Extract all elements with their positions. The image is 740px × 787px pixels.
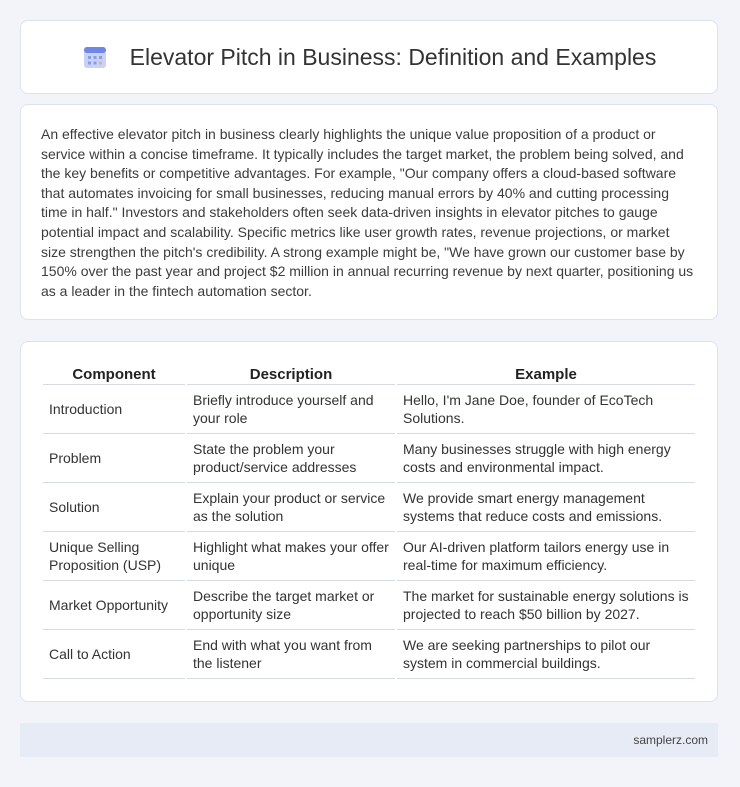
header-description: Description [187,360,395,385]
table-row [43,630,695,679]
intro-paragraph: An effective elevator pitch in business clearly highlights the unique value proposition of a product or service within a concise timeframe. It typically includes the target market, the problem being solved, and the key benefits or competitive advantages. For example, "Our company offers a cloud-based software that automates invoicing for small businesses, reducing manual errors by 40% and cutting processing time in half." Investors and stakeholders often seek data-driven insights in elevator pitches to gauge potential impact and scalability. Specific metrics like user growth rates, revenue projections, or market size strengthen the pitch's credibility. A strong example might be, "We have grown our customer base by 150% over the past year and project $2 million in annual recurring revenue by next quarter, positioning us as a leader in the fintech automation sector. [41,126,694,299]
cell-example: We are seeking partnerships to pilot our system in commercial buildings. [397,630,695,679]
intro-card [20,104,718,320]
table-row [43,434,695,483]
page-title-text: Elevator Pitch in Business: Definition and Examples [129,43,657,70]
calendar-icon [82,44,108,70]
page-title [82,44,657,71]
cell-component: Market Opportunity [43,581,185,630]
cell-component: Unique Selling Proposition (USP) [43,532,185,581]
table-card [20,341,718,702]
cell-description: Describe the target market or opportunity size [187,581,395,630]
table-row [43,385,695,434]
table-row [43,581,695,630]
cell-description: End with what you want from the listener [187,630,395,679]
components-table [41,360,697,679]
cell-example: Many businesses struggle with high energy costs and environmental impact. [397,434,695,483]
cell-component: Solution [43,483,185,532]
cell-example: The market for sustainable energy solutions is projected to reach $50 billion by 2027. [397,581,695,630]
cell-component: Call to Action [43,630,185,679]
cell-component: Problem [43,434,185,483]
footer [20,723,718,757]
cell-description: Briefly introduce yourself and your role [187,385,395,434]
title-card [20,20,718,94]
table-header-row [43,360,695,385]
header-example: Example [397,360,695,385]
cell-example: Hello, I'm Jane Doe, founder of EcoTech Solutions. [397,385,695,434]
cell-component: Introduction [43,385,185,434]
header-component: Component [43,360,185,385]
footer-site-link[interactable]: samplerz.com [633,733,708,747]
cell-description: State the problem your product/service addresses [187,434,395,483]
cell-example: We provide smart energy management systems that reduce costs and emissions. [397,483,695,532]
table-row [43,532,695,581]
cell-description: Highlight what makes your offer unique [187,532,395,581]
table-row [43,483,695,532]
cell-example: Our AI-driven platform tailors energy use in real-time for maximum efficiency. [397,532,695,581]
cell-description: Explain your product or service as the solution [187,483,395,532]
